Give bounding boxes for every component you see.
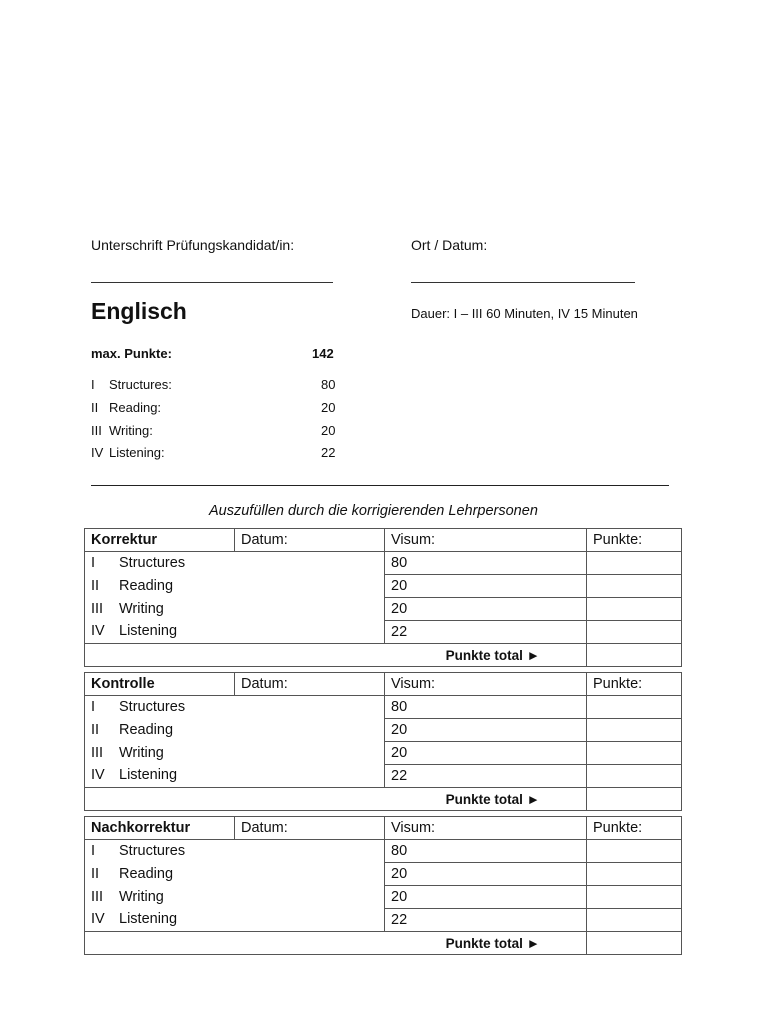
visum-field[interactable]: Visum: [385, 673, 587, 696]
row-label: II Reading [85, 719, 385, 742]
place-date-label: Ort / Datum: [411, 237, 488, 253]
teacher-caption: Auszufüllen durch die korrigierenden Lehrpersonen [209, 503, 538, 519]
score-cell[interactable] [587, 742, 682, 765]
row-label: I Structures [85, 696, 385, 719]
total-label: Punkte total ► [85, 932, 587, 955]
signature-label: Unterschrift Prüfungskandidat/in: [91, 237, 295, 253]
points-part-num: IV [91, 445, 104, 460]
row-label: I Structures [85, 552, 385, 575]
total-label: Punkte total ► [85, 788, 587, 811]
score-cell[interactable] [587, 598, 682, 621]
points-part-name: Writing: [109, 423, 153, 438]
score-cell[interactable] [587, 621, 682, 644]
row-label: II Reading [85, 575, 385, 598]
points-part-value: 22 [321, 445, 336, 460]
score-cell[interactable] [587, 696, 682, 719]
row-label: IV Listening [85, 765, 385, 788]
total-score-cell[interactable] [587, 644, 682, 667]
duration-text: Dauer: I – III 60 Minuten, IV 15 Minuten [411, 306, 638, 321]
section-title: Kontrolle [85, 673, 235, 696]
row-label: IV Listening [85, 909, 385, 932]
max-points-value: 142 [312, 346, 334, 361]
row-label: II Reading [85, 863, 385, 886]
nachkorrektur-table [84, 816, 682, 955]
row-label: IV Listening [85, 621, 385, 644]
row-max: 22 [385, 909, 587, 932]
row-max: 20 [385, 863, 587, 886]
points-part-value: 20 [321, 423, 336, 438]
punkte-field[interactable]: Punkte: [587, 817, 682, 840]
total-score-cell[interactable] [587, 788, 682, 811]
row-max: 80 [385, 552, 587, 575]
row-max: 80 [385, 696, 587, 719]
score-cell[interactable] [587, 886, 682, 909]
max-points-label: max. Punkte: [91, 346, 172, 361]
row-max: 80 [385, 840, 587, 863]
points-part-name: Listening: [109, 445, 165, 460]
score-cell[interactable] [587, 909, 682, 932]
points-part-value: 80 [321, 377, 336, 392]
total-score-cell[interactable] [587, 932, 682, 955]
row-max: 22 [385, 765, 587, 788]
score-cell[interactable] [587, 863, 682, 886]
score-cell[interactable] [587, 719, 682, 742]
points-part-value: 20 [321, 400, 336, 415]
row-max: 20 [385, 742, 587, 765]
visum-field[interactable]: Visum: [385, 529, 587, 552]
korrektur-table [84, 528, 682, 667]
kontrolle-table [84, 672, 682, 811]
signature-line[interactable] [91, 282, 333, 283]
points-part-name: Structures: [109, 377, 172, 392]
row-label: I Structures [85, 840, 385, 863]
place-date-line[interactable] [411, 282, 635, 283]
score-cell[interactable] [587, 840, 682, 863]
row-max: 20 [385, 719, 587, 742]
row-label: III Writing [85, 598, 385, 621]
visum-field[interactable]: Visum: [385, 817, 587, 840]
punkte-field[interactable]: Punkte: [587, 673, 682, 696]
points-part-num: I [91, 377, 95, 392]
section-title: Korrektur [85, 529, 235, 552]
row-label: III Writing [85, 742, 385, 765]
datum-field[interactable]: Datum: [235, 529, 385, 552]
points-part-num: III [91, 423, 102, 438]
row-label: III Writing [85, 886, 385, 909]
punkte-field[interactable]: Punkte: [587, 529, 682, 552]
datum-field[interactable]: Datum: [235, 817, 385, 840]
row-max: 20 [385, 575, 587, 598]
points-part-name: Reading: [109, 400, 162, 415]
row-max: 20 [385, 886, 587, 909]
subject-title: Englisch [91, 298, 187, 324]
score-cell[interactable] [587, 552, 682, 575]
score-cell[interactable] [587, 575, 682, 598]
score-cell[interactable] [587, 765, 682, 788]
total-label: Punkte total ► [85, 644, 587, 667]
divider [91, 485, 669, 486]
points-part-num: II [91, 400, 99, 415]
section-title: Nachkorrektur [85, 817, 235, 840]
row-max: 22 [385, 621, 587, 644]
datum-field[interactable]: Datum: [235, 673, 385, 696]
row-max: 20 [385, 598, 587, 621]
